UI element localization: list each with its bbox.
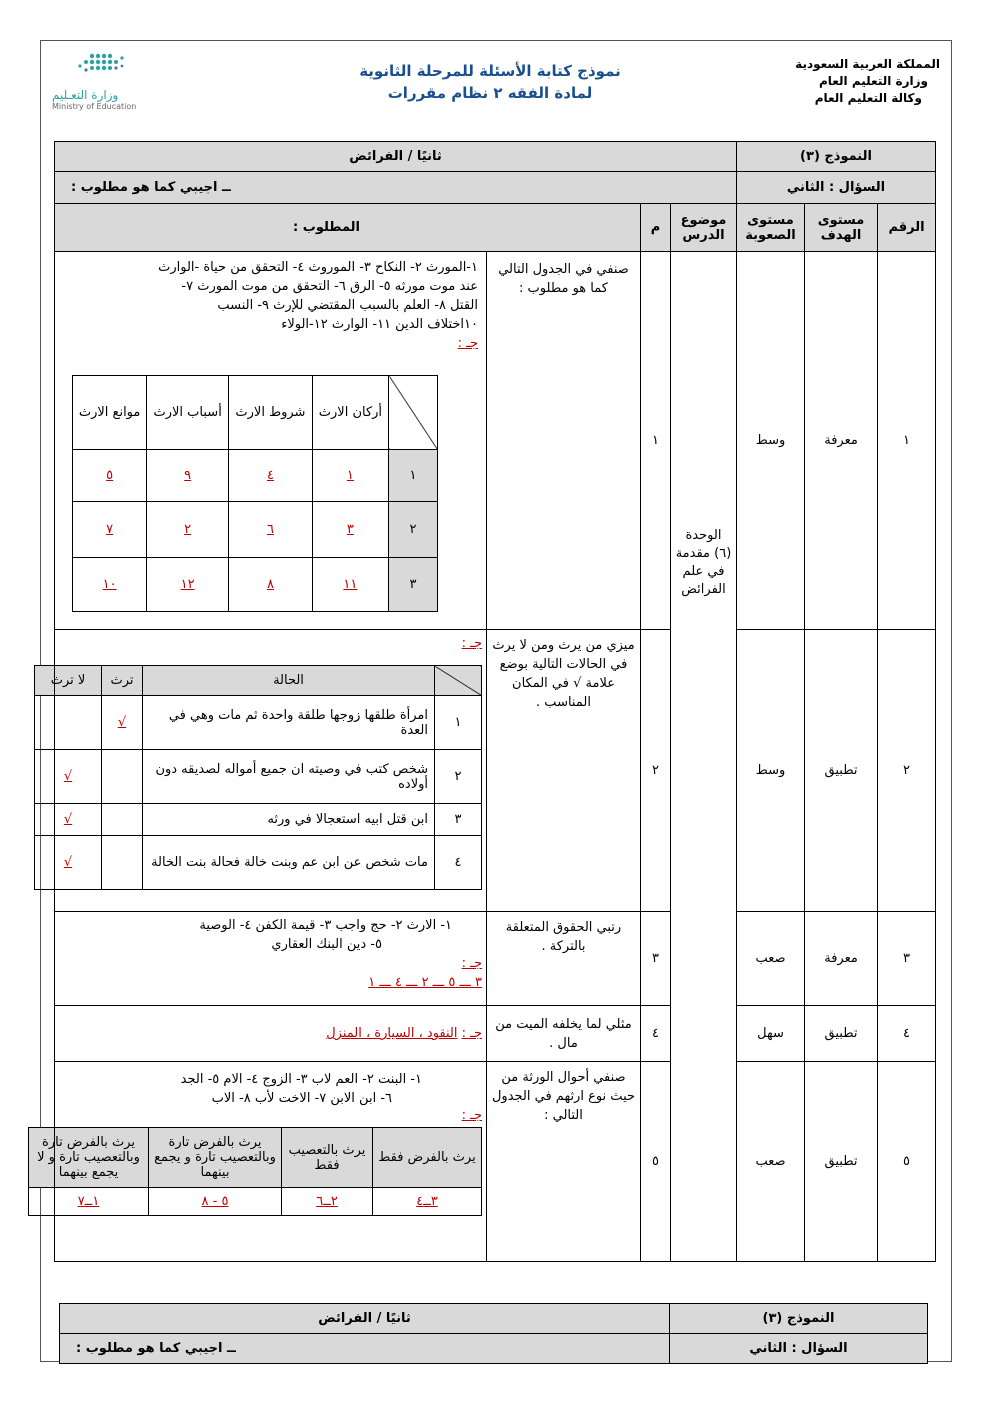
row5-goal: تطبيق: [805, 1062, 878, 1262]
row1-r3-n: ٣: [389, 558, 438, 612]
row1-r3-c3: ١٢: [147, 558, 229, 612]
questions-table: [37, 141, 936, 1262]
topic-cell: [671, 252, 737, 1262]
bottom-instruction: ــ اجيبي كما هو مطلوب :: [60, 1334, 670, 1364]
row5-a1: ٣ــ٤: [373, 1188, 482, 1216]
col-difficulty: مستوى الصعوبة: [737, 204, 805, 252]
agency-text: وكالة التعليم العام: [814, 91, 922, 105]
row1-h3: أسباب الارث: [147, 376, 229, 450]
row3-line1: ١- الارث ٢- حج واجب ٣- قيمة الكفن ٤- الوصية: [199, 918, 452, 933]
row1-r1-c3: ٩: [147, 450, 229, 502]
row3-content: [55, 912, 487, 1006]
bottom-question-label: السؤال : الثاني: [670, 1334, 928, 1364]
row1-r2-c4: ٧: [73, 502, 147, 558]
topic-text: الوحدة (٦) مقدمة في علم الفرائض: [675, 527, 732, 597]
row4-goal: تطبيق: [805, 1006, 878, 1062]
row1-r1-c2: ٤: [229, 450, 313, 502]
row3-prompt: رتبي الحقوق المتعلقة بالتركة .: [487, 912, 641, 1006]
row2-c2-inherits: [102, 750, 143, 804]
row1-classify-table: [72, 375, 438, 612]
row2-c4-not: √: [35, 836, 102, 890]
row2-c1-not: [35, 696, 102, 750]
part-cell: ثانيًا / الفرائض: [55, 142, 737, 172]
row2-content: [50, 630, 487, 912]
row1-goal: معرفة: [805, 252, 878, 630]
row5-line2: ٦- ابن الابن ٧- الاخت لأب ٨- الاب: [211, 1091, 392, 1106]
row2-h-case: الحالة: [143, 666, 435, 696]
row1-num: ١: [878, 252, 936, 630]
row1-line3: القتل ٨- العلم بالسبب المقتضي للإرث ٩- النسب: [217, 298, 478, 313]
row1-r3-c4: ١٠: [73, 558, 147, 612]
row1-r2-c3: ٢: [147, 502, 229, 558]
row4-prompt: مثلي لما يخلفه الميت من مال .: [487, 1006, 641, 1062]
row2-c4-text: مات شخص عن ابن عم وبنت خالة فحالة بنت الخالة: [143, 836, 435, 890]
col-m: م: [641, 204, 671, 252]
row1-h1: أركان الارث: [312, 376, 388, 450]
row5-h1: يرث بالفرض فقط: [373, 1128, 482, 1188]
row1-r3-c1: ١١: [312, 558, 388, 612]
bottom-model: النموذج (٣): [670, 1304, 928, 1334]
title-line2: لمادة الفقه ٢ نظام مقررات: [387, 84, 593, 102]
ministry-text: وزارة التعليم العام: [818, 74, 928, 88]
row2-c4-n: ٤: [435, 836, 482, 890]
row5-h4: يرث بالفرض تارة وبالتعصيب تارة و لا يجمع بينهما: [29, 1128, 149, 1188]
row3-line2: ٥- دين البنك العقاري: [271, 937, 382, 952]
row2-difficulty: وسط: [737, 630, 805, 912]
row2-c2-text: شخص كتب في وصيته ان جميع أمواله لصديقه دون أولاده: [143, 750, 435, 804]
row4-content: [55, 1006, 487, 1062]
row5-line1: ١- البنت ٢- العم لاب ٣- الزوج ٤- الام ٥- الجد: [180, 1072, 422, 1087]
kingdom-text: المملكة العربية السعودية: [795, 57, 940, 71]
row4-m: ٤: [641, 1006, 671, 1062]
ministry-logo: [52, 48, 142, 110]
row1-r2-n: ٢: [389, 502, 438, 558]
row5-a3: ٥ - ٨: [149, 1188, 282, 1216]
row5-num: ٥: [878, 1062, 936, 1262]
row1-r1-c1: ١: [312, 450, 388, 502]
row2-answer-label: جـ :: [461, 636, 482, 651]
row1-r2-c2: ٦: [229, 502, 313, 558]
col-required: المطلوب :: [55, 204, 641, 252]
col-goal: مستوى الهدف: [805, 204, 878, 252]
row2-c2-not: √: [35, 750, 102, 804]
logo-arabic: وزارة التعـليم: [52, 88, 119, 102]
row4-difficulty: سهل: [737, 1006, 805, 1062]
row1-r3-c2: ٨: [229, 558, 313, 612]
header-org: [740, 56, 940, 107]
row5-h2: يرث بالتعصيب فقط: [282, 1128, 373, 1188]
row4-answer: النقود ، السيارة ، المنزل: [326, 1026, 458, 1041]
row2-inherit-table: [34, 665, 482, 890]
row1-answer-label: جـ :: [457, 336, 478, 351]
row1-r2-c1: ٣: [312, 502, 388, 558]
row3-goal: معرفة: [805, 912, 878, 1006]
row3-answer-label: جـ :: [461, 956, 482, 971]
row2-c3-inherits: [102, 804, 143, 836]
row1-line4: ١٠اختلاف الدين ١١- الوارث ١٢-الولاء: [281, 317, 478, 332]
row2-c4-inherits: [102, 836, 143, 890]
row1-r1-n: ١: [389, 450, 438, 502]
title-line1: نموذج كتابة الأسئلة للمرحلة الثانوية: [359, 62, 621, 80]
instruction-cell: ــ اجيبي كما هو مطلوب :: [55, 172, 737, 204]
row2-c2-n: ٢: [435, 750, 482, 804]
row5-m: ٥: [641, 1062, 671, 1262]
row1-line2: عند موت مورثه ٥- الرق ٦- التحقق من موت المورث ٧-: [181, 279, 478, 294]
row5-prompt: صنفي أحوال الورثة من حيث نوع ارثهم في الجدول التالي :: [487, 1062, 641, 1262]
row2-prompt: ميزي من يرث ومن لا يرث في الحالات التالية بوضع علامة √ في المكان المناسب .: [487, 630, 641, 912]
row1-h2: شروط الارث: [229, 376, 313, 450]
row2-goal: تطبيق: [805, 630, 878, 912]
logo-dots-icon: [52, 48, 142, 84]
row2-h-not: لا ترث: [35, 666, 102, 696]
row5-a2: ٢ــ٦: [282, 1188, 373, 1216]
bottom-part: ثانيًا / الفرائض: [60, 1304, 670, 1334]
row3-m: ٣: [641, 912, 671, 1006]
row5-content: [37, 1062, 487, 1262]
header-title: [340, 60, 640, 104]
col-num: الرقم: [878, 204, 936, 252]
row4-num: ٤: [878, 1006, 936, 1062]
row3-difficulty: صعب: [737, 912, 805, 1006]
row5-a4: ١ــ٧: [29, 1188, 149, 1216]
row1-content: [55, 252, 487, 630]
row1-diag-cell: [389, 376, 438, 450]
row5-h3: يرث بالفرض تارة وبالتعصيب تارة و يجمع بينهما: [149, 1128, 282, 1188]
row5-difficulty: صعب: [737, 1062, 805, 1262]
row1-prompt: صنفي في الجدول التالي كما هو مطلوب :: [487, 252, 641, 630]
row2-c3-text: ابن قتل ابيه استعجالا في ورثه: [143, 804, 435, 836]
row2-diag-cell: [435, 666, 482, 696]
row3-answer: ٣ ـــ ٥ ـــ ٢ ـــ ٤ ـــ ١: [368, 975, 482, 990]
row1-line1: ١-المورث ٢- النكاح ٣- الموروث ٤- التحقق من حياة -الوارث: [158, 260, 478, 275]
row1-difficulty: وسط: [737, 252, 805, 630]
row3-num: ٣: [878, 912, 936, 1006]
row2-num: ٢: [878, 630, 936, 912]
row5-answer-label: جـ :: [461, 1108, 482, 1123]
question-label: السؤال : الثاني: [737, 172, 936, 204]
next-page-header: [59, 1303, 928, 1364]
row4-answer-label: جـ :: [461, 1026, 482, 1041]
col-topic: موضوع الدرس: [671, 204, 737, 252]
row2-c3-n: ٣: [435, 804, 482, 836]
row2-c3-not: √: [35, 804, 102, 836]
row2-m: ٢: [641, 630, 671, 912]
row2-c1-inherits: √: [102, 696, 143, 750]
row2-c1-n: ١: [435, 696, 482, 750]
row1-r1-c4: ٥: [73, 450, 147, 502]
row2-c1-text: امرأة طلقها زوجها طلقة واحدة ثم مات وهي في العدة: [143, 696, 435, 750]
logo-english: Ministry of Education: [52, 102, 137, 111]
row1-m: ١: [641, 252, 671, 630]
row5-classify-table: [28, 1127, 482, 1216]
row2-h-inherits: ترث: [102, 666, 143, 696]
row1-h4: موانع الارث: [73, 376, 147, 450]
model-cell: النموذج (٣): [737, 142, 936, 172]
